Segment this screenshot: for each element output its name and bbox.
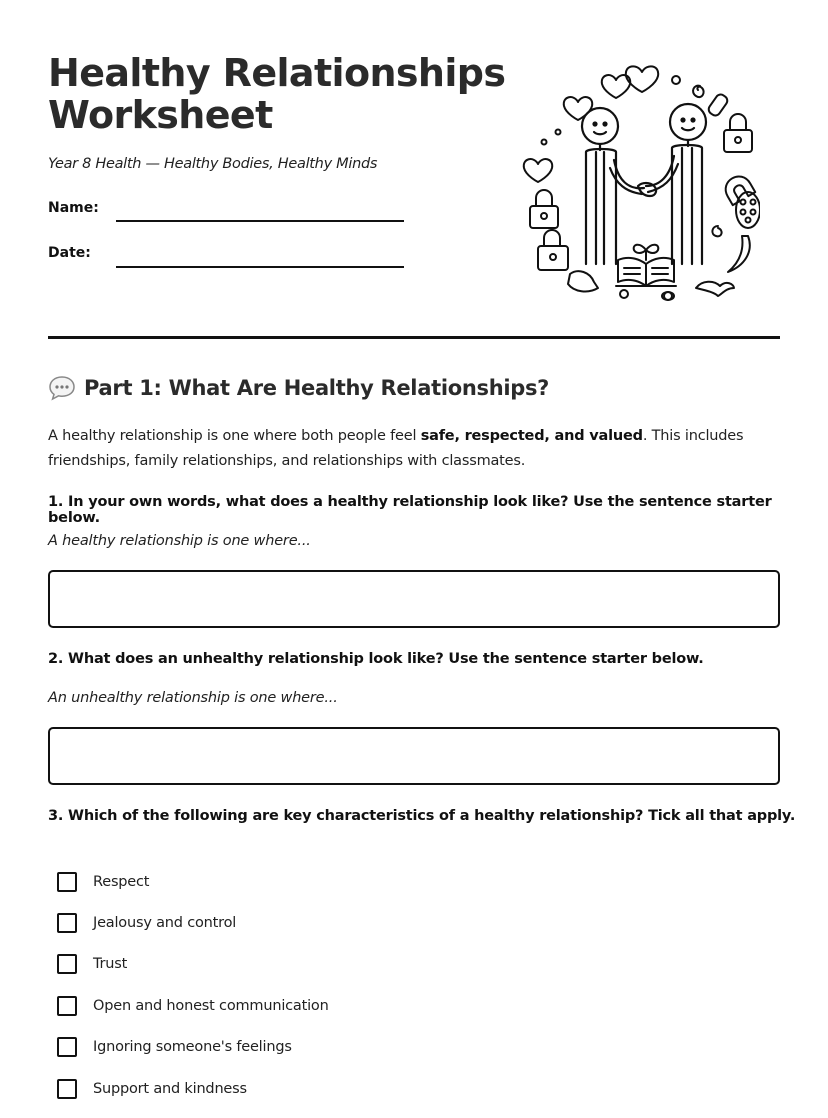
question-1-answer-box[interactable] bbox=[48, 570, 780, 628]
option-jealousy-and-control[interactable] bbox=[57, 911, 236, 935]
question-2-answer-box[interactable] bbox=[48, 727, 780, 785]
option-label: Trust bbox=[93, 956, 128, 972]
title-line-1: Healthy Relationships bbox=[48, 51, 506, 95]
left-person bbox=[582, 108, 644, 264]
padlock-doodle bbox=[538, 230, 568, 270]
checkbox[interactable] bbox=[57, 1037, 77, 1057]
worksheet-title bbox=[48, 52, 505, 136]
intro-text-bold: safe, respected, and valued bbox=[420, 428, 643, 444]
name-field[interactable] bbox=[116, 220, 404, 222]
part-1-title: Part 1: What Are Healthy Relationships? bbox=[84, 376, 550, 400]
question-1: 1. In your own words, what does a healthy relationship look like? Use the sentence starter below. bbox=[48, 494, 772, 526]
padlock-doodle bbox=[530, 190, 558, 228]
option-trust[interactable] bbox=[57, 952, 127, 976]
option-label: Support and kindness bbox=[93, 1081, 247, 1097]
question-2-starter: An unhealthy relationship is one where... bbox=[48, 690, 338, 706]
option-respect[interactable] bbox=[57, 870, 149, 894]
intro-text-after: . This includes friendships, family relationships, and relationships with classmates. bbox=[48, 428, 744, 469]
padlock-doodle bbox=[724, 114, 752, 152]
question-1-starter: A healthy relationship is one where... bbox=[48, 533, 311, 549]
title-line-2: Worksheet bbox=[48, 93, 273, 137]
right-person bbox=[646, 104, 706, 264]
question-3: 3. Which of the following are key characteristics of a healthy relationship? Tick all that apply. bbox=[48, 808, 796, 824]
date-label: Date: bbox=[48, 245, 91, 261]
option-open-communication[interactable] bbox=[57, 994, 329, 1018]
friends-handshake-illustration bbox=[520, 60, 760, 310]
option-ignoring-feelings[interactable] bbox=[57, 1035, 292, 1059]
worksheet-subtitle: Year 8 Health — Healthy Bodies, Healthy Minds bbox=[48, 156, 378, 172]
part-1-intro bbox=[48, 424, 788, 474]
date-field[interactable] bbox=[116, 266, 404, 268]
checkbox[interactable] bbox=[57, 872, 77, 892]
option-label: Respect bbox=[93, 874, 150, 890]
option-support-and-kindness[interactable] bbox=[57, 1077, 247, 1101]
option-label: Open and honest communication bbox=[93, 998, 329, 1014]
checkbox[interactable] bbox=[57, 954, 77, 974]
checkbox[interactable] bbox=[57, 996, 77, 1016]
checkbox[interactable] bbox=[57, 913, 77, 933]
intro-text-before: A healthy relationship is one where both people feel bbox=[48, 428, 421, 444]
option-label: Jealousy and control bbox=[93, 915, 237, 931]
heart-doodle bbox=[564, 97, 592, 120]
header-divider bbox=[48, 336, 780, 339]
part-1-heading bbox=[48, 375, 549, 401]
question-2: 2. What does an unhealthy relationship look like? Use the sentence starter below. bbox=[48, 651, 704, 667]
speech-bubble-icon bbox=[48, 375, 76, 401]
open-book-doodle bbox=[616, 258, 676, 286]
name-label: Name: bbox=[48, 200, 99, 216]
heart-doodle bbox=[524, 159, 552, 182]
checkbox[interactable] bbox=[57, 1079, 77, 1099]
option-label: Ignoring someone's feelings bbox=[93, 1039, 292, 1055]
